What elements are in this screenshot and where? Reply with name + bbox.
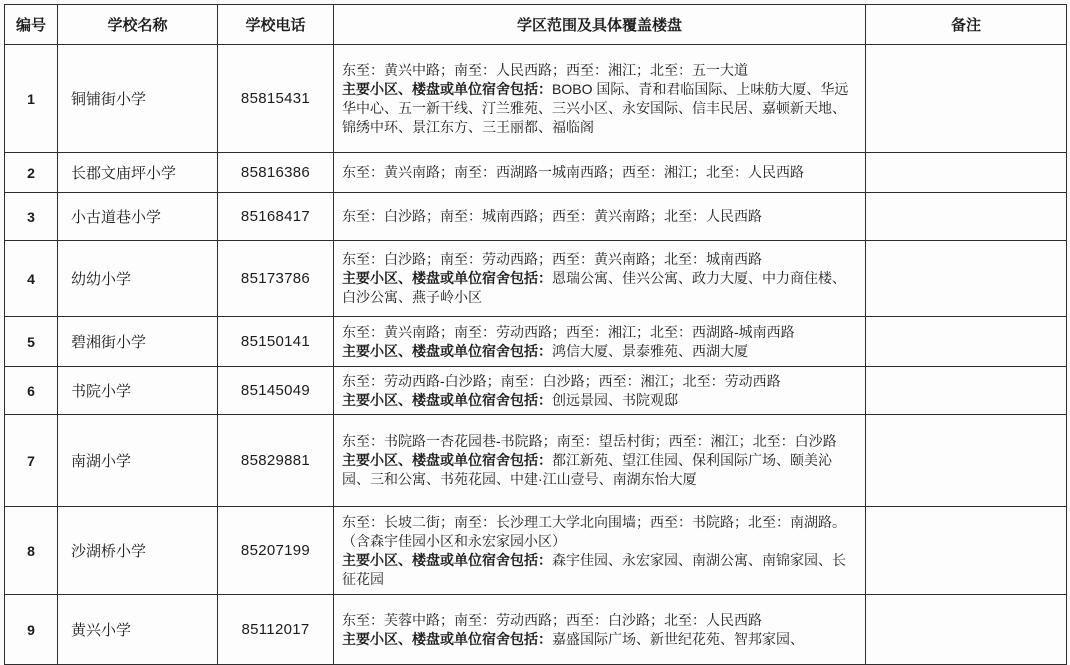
district-estates [342,269,857,307]
row-number: 5 [5,317,58,367]
table-row [5,45,1067,153]
school-name: 长郡文庙坪小学 [58,153,218,193]
district-estates [342,551,857,589]
school-name: 南湖小学 [58,415,218,507]
table-row [5,193,1067,241]
header-row [5,5,1067,45]
school-phone: 85168417 [218,193,334,241]
row-number: 7 [5,415,58,507]
school-name: 黄兴小学 [58,595,218,665]
school-phone: 85112017 [218,595,334,665]
district-cell [334,317,866,367]
table-row [5,507,1067,595]
estates-list: BOBO 国际、青和君临国际、上味舫大厦、华远华中心、五一新干线、汀兰雅苑、三兴小区、永安国际、信丰民居、嘉顿新天地、锦绣中环、景江东方、三王丽都、福临阁 [342,80,849,135]
estates-label: 主要小区、楼盘或单位宿舍包括： [342,80,552,97]
estates-label: 主要小区、楼盘或单位宿舍包括： [342,630,552,647]
header-remark: 备注 [866,5,1067,45]
district-cell [334,45,866,153]
district-cell [334,153,866,193]
table-row [5,241,1067,317]
district-boundary: 东至：长坡二街；南至：长沙理工大学北向围墙；西至：书院路；北至：南湖路。（含森宇佳园小区和永宏家园小区） [342,513,846,549]
estates-label: 主要小区、楼盘或单位宿舍包括： [342,342,552,359]
table-row [5,595,1067,665]
header-district: 学区范围及具体覆盖楼盘 [334,5,866,45]
school-phone: 85815431 [218,45,334,153]
remark-cell [866,45,1067,153]
estates-list: 恩瑞公寓、佳兴公寓、政力大厦、中力商住楼、白沙公寓、燕子岭小区 [342,270,846,305]
district-boundary: 东至：书院路一杏花园巷-书院路；南至：望岳村街；西至：湘江；北至：白沙路 [342,433,837,449]
district-estates [342,451,857,489]
district-boundary: 东至：芙蓉中路；南至：劳动西路；西至：白沙路；北至：人民西路 [342,611,762,628]
remark-cell [866,317,1067,367]
district-boundary: 东至：白沙路；南至：城南西路；西至：黄兴南路；北至：人民西路 [342,208,762,224]
remark-cell [866,193,1067,241]
district-boundary: 东至：黄兴南路；南至：劳动西路；西至：湘江；北至：西湖路-城南西路 [342,323,795,340]
estates-list: 创远景园、书院观邸 [552,391,678,408]
table-row [5,153,1067,193]
row-number: 4 [5,241,58,317]
school-name: 碧湘街小学 [58,317,218,367]
school-name: 沙湖桥小学 [58,507,218,595]
row-number: 6 [5,367,58,415]
remark-cell [866,507,1067,595]
remark-cell [866,595,1067,665]
remark-cell [866,153,1067,193]
district-cell [334,595,866,665]
row-number: 9 [5,595,58,665]
district-estates [342,342,857,361]
remark-cell [866,367,1067,415]
district-boundary: 东至：黄兴中路；南至：人民西路；西至：湘江；北至：五一大道 [342,61,748,78]
row-number: 2 [5,153,58,193]
district-estates [342,391,857,410]
estates-list: 嘉盛国际广场、新世纪花苑、智邦家园、 [552,630,804,647]
school-name: 书院小学 [58,367,218,415]
table-row [5,317,1067,367]
school-name: 铜铺街小学 [58,45,218,153]
school-phone: 85150141 [218,317,334,367]
estates-label: 主要小区、楼盘或单位宿舍包括： [342,270,552,286]
district-estates [342,80,857,137]
remark-cell [866,415,1067,507]
school-phone: 85816386 [218,153,334,193]
school-phone: 85145049 [218,367,334,415]
district-cell [334,367,866,415]
table-row [5,367,1067,415]
estates-label: 主要小区、楼盘或单位宿舍包括： [342,391,552,408]
school-phone: 85829881 [218,415,334,507]
estates-label: 主要小区、楼盘或单位宿舍包括： [342,452,552,468]
school-phone: 85173786 [218,241,334,317]
district-boundary: 东至：白沙路；南至：劳动西路；西至：黄兴南路；北至：城南西路 [342,251,762,267]
district-boundary: 东至：劳动西路-白沙路；南至：白沙路；西至：湘江；北至：劳动西路 [342,372,781,389]
header-school-phone: 学校电话 [218,5,334,45]
school-table-body [5,45,1067,665]
district-cell [334,193,866,241]
row-number: 8 [5,507,58,595]
estates-list: 鸿信大厦、景泰雅苑、西湖大厦 [552,342,748,359]
remark-cell [866,241,1067,317]
district-boundary: 东至：黄兴南路；南至：西湖路一城南西路；西至：湘江；北至：人民西路 [342,164,804,180]
page-background [0,4,1070,650]
estates-list: 都江新苑、望江佳园、保利国际广场、颐美沁园、三和公寓、书苑花园、中建·江山壹号、南湖东怡大厦 [342,452,832,487]
row-number: 1 [5,45,58,153]
district-cell [334,415,866,507]
header-id: 编号 [5,5,58,45]
school-name: 幼幼小学 [58,241,218,317]
district-cell [334,241,866,317]
estates-list: 森宇佳园、永宏家园、南湖公寓、南锦家园、长征花园 [342,551,846,587]
school-district-table [4,4,1067,665]
estates-label: 主要小区、楼盘或单位宿舍包括： [342,551,552,568]
school-name: 小古道巷小学 [58,193,218,241]
header-school-name: 学校名称 [58,5,218,45]
row-number: 3 [5,193,58,241]
school-phone: 85207199 [218,507,334,595]
table-row [5,415,1067,507]
district-cell [334,507,866,595]
